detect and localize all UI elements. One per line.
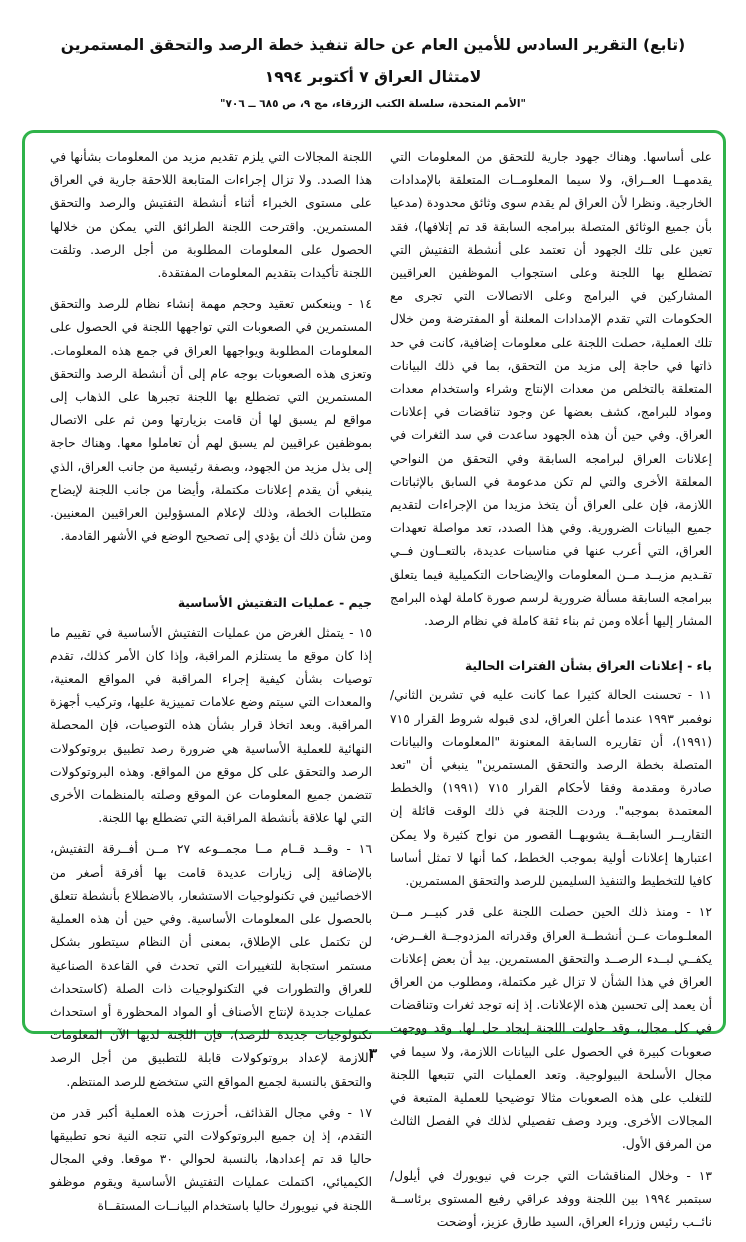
section-heading-b: باء - إعلانات العراق بشأن الفترات الحالية xyxy=(464,659,712,674)
paragraph-14: ١٤ - وينعكس تعقيد وحجم مهمة إنشاء نظام للرصد والتحقق المستمرين في الصعوبات التي تواجهها اللجنة في الحصول على المعلومات المطلوبة ويواجهها العراق في جمع هذه المعلومات. وتعزى هذه الصعوبات بوجه عام إلى أن أنشطة الرصد والتحقق المستمرين التي تضطلع بها اللجنة تجبرها على الذهاب إلى مواقع لم يسبق لها أن قامت بزيارتها ومن ثم على الاتصال بموظفين عراقيين لم يسبق لهم أن تعاملوا معها. وهناك حاجة إلى بذل مزيد من الجهود، وبصفة رئيسية من جانب العراق، الذي ينبغي أن يقدم إعلانات مكتملة، وأيضا من جانب اللجنة لإيضاح متطلبات الخطة، وذلك لإعلام المسؤولين العراقيين المعنيين. ومن شأن ذلك أن يؤدي إلى تصحيح الوضع في الأشهر القادمة. xyxy=(50,297,372,544)
paragraph-16: ١٦ - وقــد قــام مــا مجمــوعه ٢٧ مــن أفــرقة التفتيش، بالإضافة إلى زيارات عديدة قامت بها أفرقة أصغر من الاخصائيين في تكنولوجيات الاستشعار، بالاضطلاع بأنشطة تتعلق بالحصول على المعلومات الأساسية. وفي حين أن هذه العملية لن تكتمل على الإطلاق، بمعنى أن النظام سيتطور بشكل مستمر استجابة للتغييرات التي تحدث في القاعدة الصناعية للعراق والتطورات في التكنولوجيات ذات الصلة (كاستحداث عمليات جديدة لإنتاج الأصناف أو المواد المحظورة أو استحداث تكنولوجيات جديدة للرصد)، فإن اللجنة لديها الآن المعلومات اللازمة لإعداد بروتوكولات قابلة للتطبيق من أجل الرصد والتحقق بالنسبة لجميع المواقع التي ستخضع للرصد المنتظم. xyxy=(50,842,372,1089)
paragraph-11: ١١ - تحسنت الحالة كثيرا عما كانت عليه في تشرين الثاني/ نوفمبر ١٩٩٣ عندما أعلن العراق، لدى قبوله شروط القرار ٧١٥ (١٩٩١)، أن تقاريره السابقة المعنونة "المعلومات والبيانات المتصلة بخطة الرصد والتحقق المستمرين" ينبغي أن "تعد صادرة ومقدمة وفقا لأحكام القرار ٧١٥ (١٩٩١) والخطط المعتمدة بموجبه". وردت اللجنة في ذلك الوقت قائلة إن التقاريــر السابقــة يشوبهــا القصور من نواح كثيرة ولا يمكن اعتبارها إعلانات أولية بموجب الخطط، كما أنها لا تمثل أساسا كافيا للتخطيط والتنفيذ السليمين للرصد والتحقق المستمرين. xyxy=(390,688,712,889)
document-subtitle: لامتثال العراق ٧ أكتوبر ١٩٩٤ xyxy=(264,68,482,86)
paragraph-15: ١٥ - يتمثل الغرض من عمليات التفتيش الأساسية في تقييم ما إذا كان موقع ما يستلزم المراقبة، وإذا كان الأمر كذلك، تقدم توصيات بشأن كيفية إجراء المراقبة في المواقع المعنية، والمعدات التي سيتم وضع علامات تمييزية عليها، وتركيب أجهزة المراقبة. وبعد اتخاذ قرار بشأن هذه التوصيات، فإن المحصلة النهائية للعملية الأساسية هي ضرورة رصد تطبيق بروتوكولات الرصد والتحقق على كل موقع من المواقع. وهذه البروتوكولات تتضمن جميع المعلومات عن الموقع وصلته بالمنظمات الأخرى التي لها علاقة بأنشطة المراقبة التي تضطلع بها اللجنة. xyxy=(50,625,372,826)
right-column xyxy=(390,146,712,1242)
paragraph-continued: على أساسها. وهناك جهود جارية للتحقق من المعلومات التي يقدمهــا العــراق، ولا سيما المعلومــات المتعلقة بالإمدادات الخارجية. ونظرا لأن العراق لم يقدم سوى وثائق محدودة (مدعيا بأن جميع الوثائق المتصلة ببرامجه السابقة قد تم إتلافها)، فقد تعين على تلك الجهود أن تعتمد على أنشطة التفتيش التي تضطلع بها اللجنة وعلى استجواب الموظفين العراقيين المشاركين في البرامج وعلى الاتصالات التي تجرى مع الحكومات التي تقدم الإمدادات المعلنة أو المفترضة ومن خلال تلك العملية، حصلت اللجنة على معلومات إضافية، كانت في حد ذاتها في حاجة إلى مزيد من التحقق، بما في ذلك البيانات المتعلقة بالتخلص من معدات الإنتاج وشراء واستخدام معدات ومواد للبرامج، كشف بعضها عن وجود تناقضات في إعلانات العراق. وفي حين أن هذه الجهود ساعدت في سد الثغرات في إعلانات العراق لبرامجه السابقة وفي التحقق من النواحي المعلقة الأخرى والتي لم تكن مدعومة في السابق بالإثباتات اللازمة، فإن على العراق أن يتخذ مزيدا من الإجراءات لتقديم جميع البيانات الضرورية. وفي هذا الصدد، تعد مواصلة تعهدات العراق، التي أعرب عنها في مناسبات عديدة، بالتعــاون فــي تقـديم مزيــد مــن المعلومات والإيضاحات التكميلية فيما يتعلق ببرامجه السابقة مسألة ضرورية لرسم صورة كاملة لهذه البرامج المشار إليها أعلاه ومن ثم بناء ثقة كاملة في نظام الرصد. xyxy=(390,150,712,629)
paragraph-12: ١٢ - ومنذ ذلك الحين حصلت اللجنة على قدر كبيــر مــن المعلـومات عــن أنشطــة العراق وقدراته المزدوجــة الغــرض، يكفــي لبــدء الرصــد والتحقق المستمرين. بيد أن بعض إعلانات العراق في هذا الشأن لا تزال غير مكتملة، ومطلوب من العراق أن يعمد إلى تحسين هذه الإعلانات. إذ إنه توجد ثغرات وتناقضات في كل مجال، وقد حاولت اللجنة إيجاد حل لها. وقد ووجهت صعوبات كبيرة في الحصول على البيانات اللازمة، ولا سيما في مجال الأسلحة البيولوجية. وتعد العمليات التي تتبعها اللجنة للتغلب على هذه الصعوبات مثالا توضيحيا للعملية المتبعة في المجالات الأخرى. ويرد وصف تفصيلي لذلك في الفصل الثالث من المرفق الأول. xyxy=(390,905,712,1152)
section-heading-c: جيم - عمليات التفتيش الأساسية xyxy=(177,596,372,611)
left-column xyxy=(50,146,372,1226)
paragraph-13: ١٣ - وخلال المناقشات التي جرت في نيويورك في أيلول/ سبتمبر ١٩٩٤ بين اللجنة ووفد عراقي رفيع المستوى برئاســة نائــب رئيس وزراء العراق، السيد طارق عزيز، أوضحت xyxy=(390,1168,712,1229)
page-number: ٣ xyxy=(368,1046,378,1062)
source-citation: "الأمم المتحدة، سلسلة الكتب الزرقاء، مج ٩، ص ٦٨٥ ــ ٧٠٦" xyxy=(220,98,526,110)
paragraph-13-continued: اللجنة المجالات التي يلزم تقديم مزيد من المعلومات بشأنها في هذا الصدد. ولا تزال إجراءات المتابعة اللاحقة جارية في العراق على مستوى الخبراء أثناء أنشطة التفتيش والرصد والتحقق المستمرين. واقترحت اللجنة الطرائق التي يمكن من خلالها الحصول على المعلومات المطلوبة من أجل الرصد. وتلقت اللجنة تأكيدات بتقديم المعلومات المفتقدة. xyxy=(50,150,372,281)
document-title: (تابع) التقرير السادس للأمين العام عن حالة تنفيذ خطة الرصد والتحقق المستمرين xyxy=(60,36,686,54)
paragraph-17: ١٧ - وفي مجال القذائف، أحرزت هذه العملية أكبر قدر من التقدم، إذ إن جميع البروتوكولات التي تتجه النية نحو تطبيقها حاليا قد تم إعدادها، بالنسبة لحوالي ٣٠ موقعا. وفي المجال الكيميائي، اكتملت عمليات التفتيش الأساسية ويقوم موظفو اللجنة في نيويورك حاليا باستخدام البيانــات المستقــاة xyxy=(50,1105,372,1213)
